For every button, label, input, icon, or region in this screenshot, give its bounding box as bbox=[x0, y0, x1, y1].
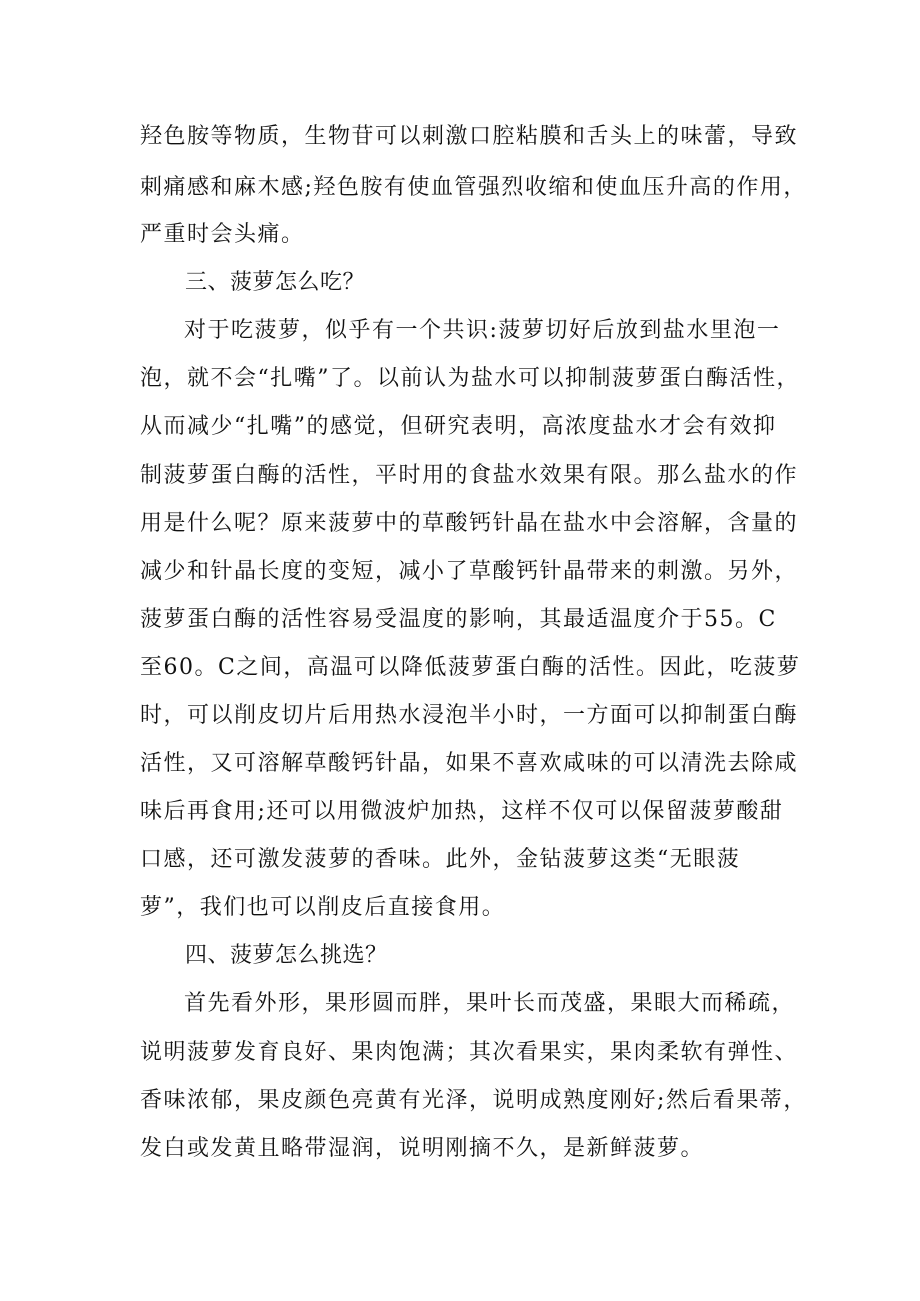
paragraph-line: 至60。C之间，高温可以降低菠萝蛋白酶的活性。因此，吃菠萝 bbox=[140, 655, 801, 680]
paragraph-line: 菠萝蛋白酶的活性容易受温度的影响，其最适温度介于55。C bbox=[140, 607, 777, 632]
paragraph-line: 制菠萝蛋白酶的活性，平时用的食盐水效果有限。那么盐水的作 bbox=[140, 463, 799, 488]
paragraph-line: 时，可以削皮切片后用热水浸泡半小时，一方面可以抑制蛋白酶 bbox=[140, 703, 799, 728]
paragraph-line: 减少和针晶长度的变短，减小了草酸钙针晶带来的刺激。另外， bbox=[140, 559, 799, 584]
paragraph-line: 对于吃菠萝，似乎有一个共识:菠萝切好后放到盐水里泡一 bbox=[184, 318, 781, 343]
paragraph-line: 香味浓郁，果皮颜色亮黄有光泽，说明成熟度刚好;然后看果蒂， bbox=[140, 1088, 807, 1113]
paragraph-line: 活性，又可溶解草酸钙针晶，如果不喜欢咸味的可以清洗去除咸 bbox=[140, 751, 799, 776]
section-heading-three: 三、菠萝怎么吃？ bbox=[185, 270, 366, 295]
paragraph-line: 首先看外形，果形圆而胖，果叶长而茂盛，果眼大而稀疏， bbox=[184, 991, 796, 1016]
paragraph-line: 口感，还可激发菠萝的香味。此外，金钻菠萝这类“无眼菠 bbox=[140, 847, 741, 872]
paragraph-line: 泡，就不会“扎嘴”了。以前认为盐水可以抑制菠萝蛋白酶活性， bbox=[140, 366, 800, 391]
paragraph-line: 羟色胺等物质，生物苷可以刺激口腔粘膜和舌头上的味蕾，导致 bbox=[140, 124, 799, 149]
paragraph-line: 用是什么呢？原来菠萝中的草酸钙针晶在盐水中会溶解，含量的 bbox=[140, 511, 799, 536]
paragraph-line: 刺痛感和麻木感;羟色胺有使血管强烈收缩和使血压升高的作用， bbox=[140, 175, 807, 200]
paragraph-line: 味后再食用;还可以用微波炉加热，这样不仅可以保留菠萝酸甜 bbox=[140, 799, 784, 824]
paragraph-line: 萝”，我们也可以削皮后直接食用。 bbox=[140, 895, 506, 920]
section-heading-four: 四、菠萝怎么挑选？ bbox=[185, 943, 388, 968]
paragraph-line: 严重时会头痛。 bbox=[140, 222, 305, 247]
paragraph-line: 说明菠萝发育良好、果肉饱满；其次看果实，果肉柔软有弹性、 bbox=[140, 1040, 799, 1065]
paragraph-line: 从而减少“扎嘴”的感觉，但研究表明，高浓度盐水才会有效抑 bbox=[140, 414, 777, 439]
paragraph-line: 发白或发黄且略带湿润，说明刚摘不久，是新鲜菠萝。 bbox=[140, 1136, 705, 1161]
